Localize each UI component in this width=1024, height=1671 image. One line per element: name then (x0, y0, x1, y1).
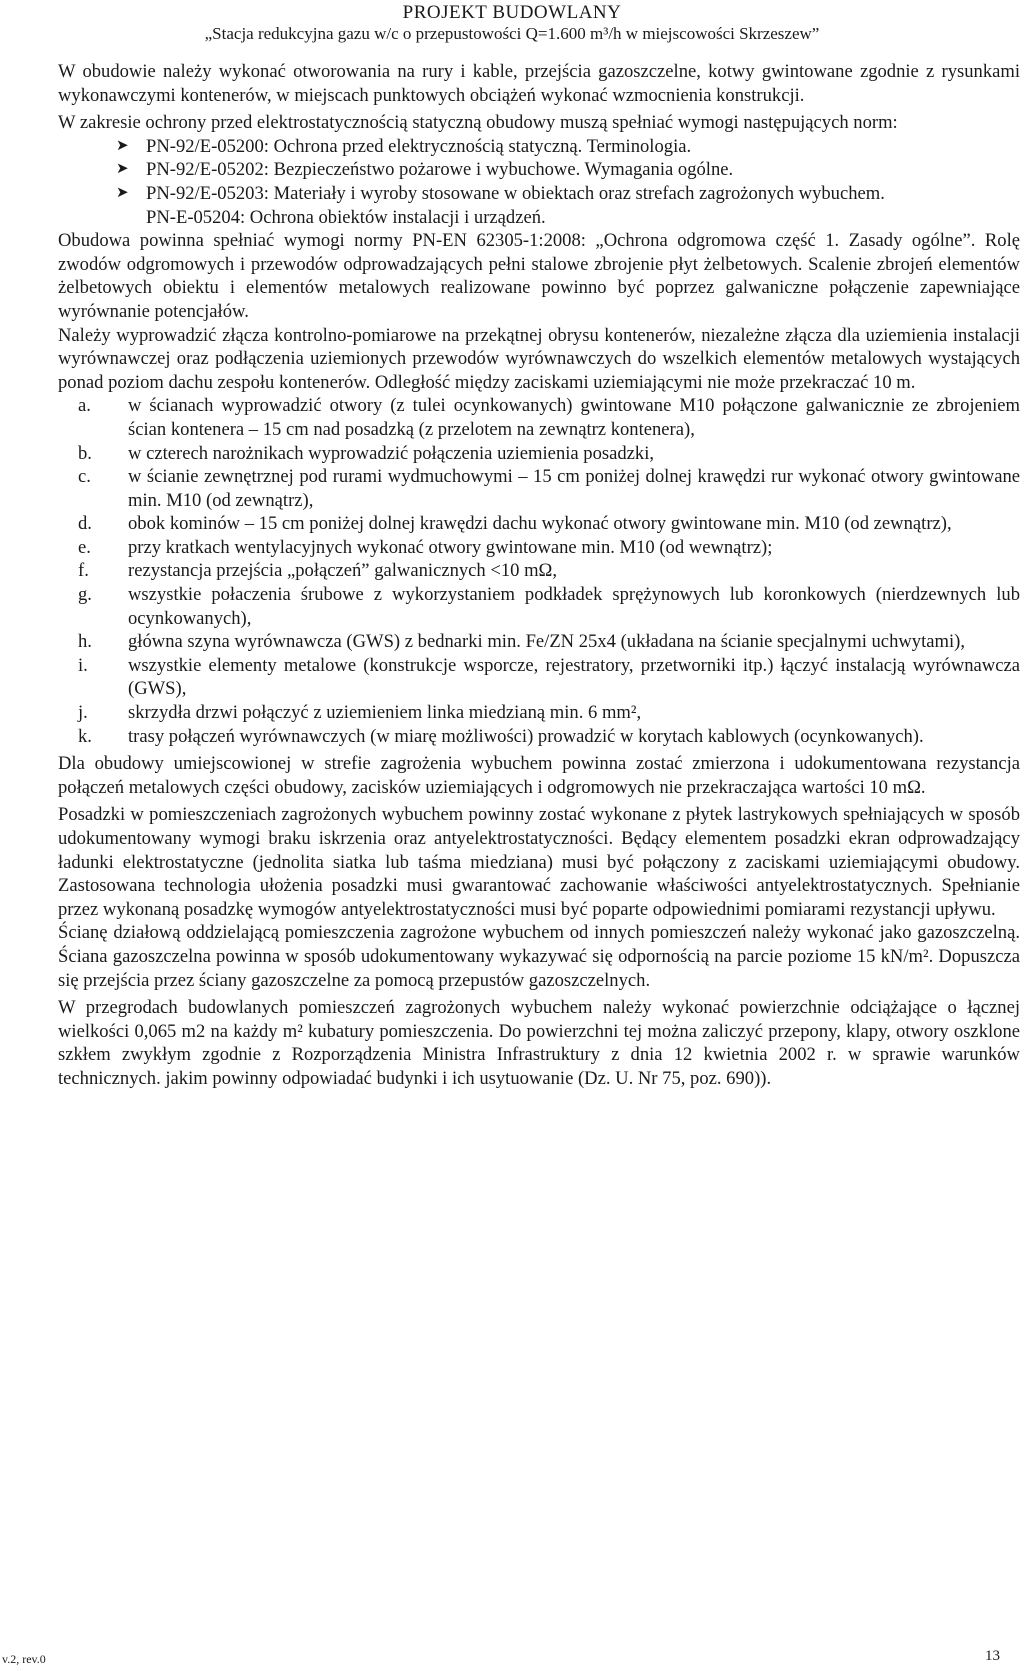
paragraph: Ścianę działową oddzielającą pomieszczenia zagrożone wybuchem od innych pomieszczeń należy wykonać jako gazoszczelną. Ściana gazoszczelna powinna w sposób udokumentowany wykazywać się odpornością na parcie poziome 15 kN/m². Dopuszcza się przejścia przez ściany gazoszczelne za pomocą przepustów gazoszczelnych. (58, 922, 1020, 991)
arrow-bullet-icon: ➤ (116, 161, 129, 178)
list-item: ➤ PN-92/E-05200: Ochrona przed elektrycznością statyczną. Terminologia. (116, 135, 692, 157)
page-number: 13 (985, 1648, 1000, 1664)
norms-list (58, 135, 1020, 206)
page-header (0, 2, 1024, 44)
list-item: e. przy kratkach wentylacyjnych wykonać otwory gwintowane min. M10 (od wewnątrz); (78, 536, 773, 558)
paragraph: W przegrodach budowlanych pomieszczeń zagrożonych wybuchem należy wykonać powierzchnie odciążające o łącznej wielkości 0,065 m2 na każdy m² kubatury pomieszczenia. Do powierzchni tej można zaliczyć przepony, klapy, otwory oszklone szkłem zwykłym zgodnie z Rozporządzenia Ministra Infrastruktury z dnia 12 kwietnia 2002 r. w sprawie warunków technicznych. jakim powinny odpowiadać budynki i ich usytuowanie (Dz. U. Nr 75, poz. 690)). (58, 997, 1020, 1089)
list-item: h. główna szyna wyrównawcza (GWS) z bednarki min. Fe/ZN 25x4 (układana na ścianie specjalnymi uchwytami), (78, 631, 965, 653)
list-item: j. skrzydła drzwi połączyć z uziemieniem linka miedzianą min. 6 mm², (78, 702, 642, 724)
list-item: f. rezystancja przejścia „połączeń” galwanicznych <10 mΩ, (78, 560, 558, 582)
paragraph: Posadzki w pomieszczeniach zagrożonych wybuchem powinny zostać wykonane z płytek lastrykowych spełniających w sposób udokumentowany wymogi braku iskrzenia oraz antyelektrostatyczności. Będący elementem posadzki ekran odprowadzający ładunki elektrostatyczne (jednolita siatka lub taśma miedziana) musi być połączony z zaciskami uziemiającymi obudowy. Zastosowana technologia ułożenia posadzki musi gwarantować zachowanie właściwości antyelektrostatycznych. Spełnianie przez wykonaną posadzkę wymogów antyelektrostatyczności musi być poparte odpowiednimi pomiarami rezystancji upływu. (58, 804, 1020, 920)
list-item: a. w ścianach wyprowadzić otwory (z tulei ocynkowanych) gwintowane M10 połączone galwanicznie ze zbrojeniem ścian kontenera – 15 cm nad posadzką (z przelotem na zewnątrz kontenera), (78, 395, 1020, 440)
arrow-bullet-icon: ➤ (116, 184, 129, 201)
list-item: k. trasy połączeń wyrównawczych (w miarę możliwości) prowadzić w korytach kablowych (ocynkowanych). (78, 725, 924, 747)
list-item: ➤ PN-92/E-05203: Materiały i wyroby stosowane w obiektach oraz strefach zagrożonych wybuchem. (116, 182, 885, 204)
requirements-list (58, 394, 1020, 748)
version-label: v.2, rev.0 (2, 1652, 46, 1666)
list-item: i. wszystkie elementy metalowe (konstrukcje wsporcze, rejestratory, przetworniki itp.) łączyć instalacją wyrównawcza (GWS), (78, 654, 1020, 700)
list-item: ➤ PN-92/E-05202: Bezpieczeństwo pożarowe i wybuchowe. Wymagania ogólne. (116, 159, 734, 181)
paragraph: W obudowie należy wykonać otworowania na rury i kable, przejścia gazoszczelne, kotwy gwintowane zgodnie z rysunkami wykonawczymi kontenerów, w miejscach punktowych obciążeń wykonać wzmocnienia konstrukcji. (58, 61, 1020, 106)
arrow-bullet-icon: ➤ (116, 137, 129, 154)
list-item: c. w ścianie zewnętrznej pod rurami wydmuchowymi – 15 cm poniżej dolnej krawędzi rur wykonać otwory gwintowane min. M10 (od zewnątrz), (78, 466, 1020, 511)
paragraph: W zakresie ochrony przed elektrostatycznością statyczną obudowy muszą spełniać wymogi następujących norm: (58, 112, 898, 134)
paragraph: Należy wyprowadzić złącza kontrolno-pomiarowe na przekątnej obrysu kontenerów, niezależne złącza dla uziemienia instalacji wyrównawczej oraz podłączenia uziemionych przewodów wyrównawczych do wszelkich elementów metalowych wystających ponad poziom dachu zespołu kontenerów. Odległość między zaciskami uziemiającymi nie może przekraczać 10 m. (58, 324, 1020, 393)
paragraph: Obudowa powinna spełniać wymogi normy PN-EN 62305-1:2008: „Ochrona odgromowa część 1. Zasady ogólne”. Rolę zwodów odgromowych i przewodów odprowadzających pełni stalowe zbrojenie płyt żelbetowych. Scalenie zbrojeń elementów żelbetowych obiektu i elementów metalowych realizowane powinno być poprzez galwaniczne połączenie zapewniające wyrównanie potencjałów. (58, 230, 1020, 322)
list-item: b. w czterech narożnikach wyprowadzić połączenia uziemienia posadzki, (78, 442, 655, 464)
paragraph: Dla obudowy umiejscowionej w strefie zagrożenia wybuchem powinna zostać zmierzona i udokumentowana rezystancja połączeń metalowych części obudowy, zacisków uziemiających i odgromowych nie przekraczająca wartości 10 mΩ. (58, 753, 1020, 798)
list-item: d. obok kominów – 15 cm poniżej dolnej krawędzi dachu wykonać otwory gwintowane min. M10 (od zewnątrz), (78, 513, 952, 535)
document-subtitle: „Stacja redukcyjna gazu w/c o przepustowości Q=1.600 m³/h w miejscowości Skrzeszew” (204, 24, 820, 43)
list-item: g. wszystkie połaczenia śrubowe z wykorzystaniem podkładek sprężynowych lub koronkowych (nierdzewnych lub ocynkowanych), (78, 584, 1020, 629)
norm-plain: PN-E-05204: Ochrona obiektów instalacji i urządzeń. (146, 206, 546, 228)
document-body (58, 60, 1020, 1091)
document-title: PROJEKT BUDOWLANY (402, 2, 622, 23)
